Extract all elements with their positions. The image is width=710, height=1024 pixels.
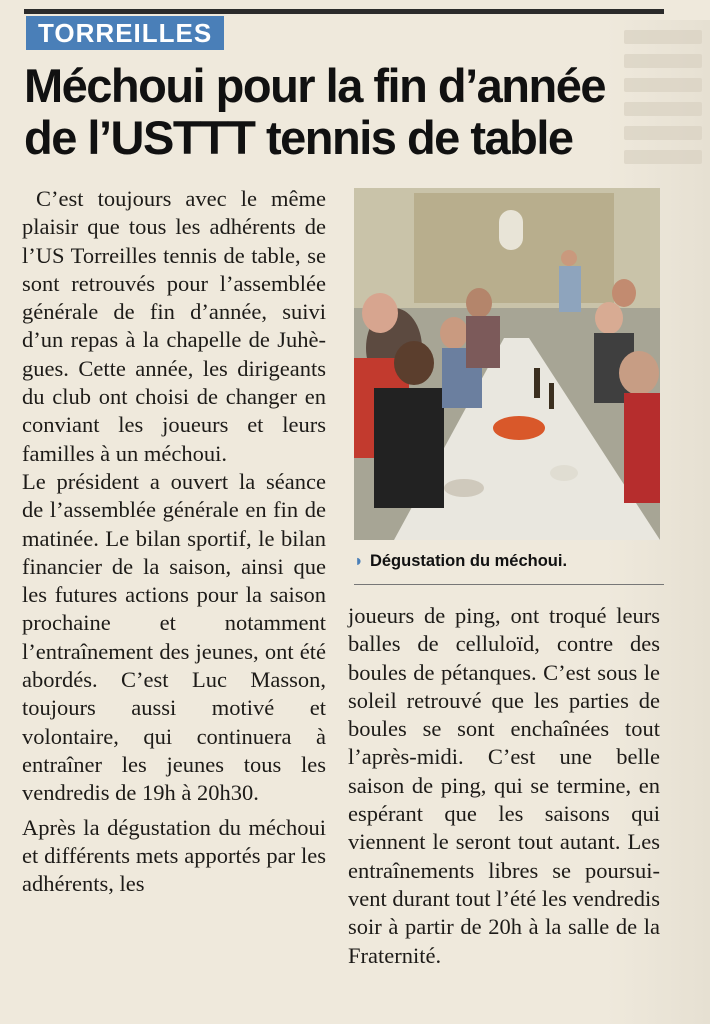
paragraph: C’est toujours avec le même plaisir que tous les adhérents de l’US Torreilles tennis de table, se sont retrouvés pour l’assemblée générale de fin d’année, suivi d’un repas à la chapelle de Juhègues. Cette année, les dirigeants du club ont choisi de changer en conviant les joueurs et leurs familles à un méchoui. xyxy=(22,186,326,466)
right-column xyxy=(348,602,660,970)
headline: Méchoui pour la fin d’année de l’USTTT tennis de table xyxy=(24,59,605,164)
caption-marker-icon: ◗ xyxy=(354,552,364,570)
paragraph: Le président a ouvert la séance de l’assemblée générale en fin de matinée. Le bilan sportif, le bilan financier de la saison, ainsi que les futures actions pour la saison prochaine et notamment l’entraînement des jeunes, ont été abordés. C’est Luc Masson, toujours aussi motivé et volontaire, qui continuera à entraîner les jeunes tous les vendredis de 19h à 20h30. xyxy=(22,468,326,806)
top-rule xyxy=(24,9,664,14)
caption-text: Dégustation du méchoui. xyxy=(369,552,568,570)
section-tag: TORREILLES xyxy=(26,16,224,50)
paragraph: Après la dégustation du méchoui et différents mets apportés par les adhérents, les xyxy=(22,814,326,897)
left-column xyxy=(22,185,326,898)
caption-rule xyxy=(354,584,664,585)
photo-caption xyxy=(354,552,664,571)
paragraph: joueurs de ping, ont troqué leurs balles de celluloïd, contre des boules de pétanques. C’est sous le soleil retrouvé que les parties de boules se sont enchaînées tout l’après-midi. C’est une belle saison de ping, qui se termine, en espérant que les saisons qui viennent le seront tout autant. Les entraînements libres se poursuivent durant tout l’été les vendredis soir à partir de 20h à la salle de la Fraternité. xyxy=(348,603,660,968)
photo-illustration xyxy=(354,188,660,540)
event-photo xyxy=(354,188,660,540)
